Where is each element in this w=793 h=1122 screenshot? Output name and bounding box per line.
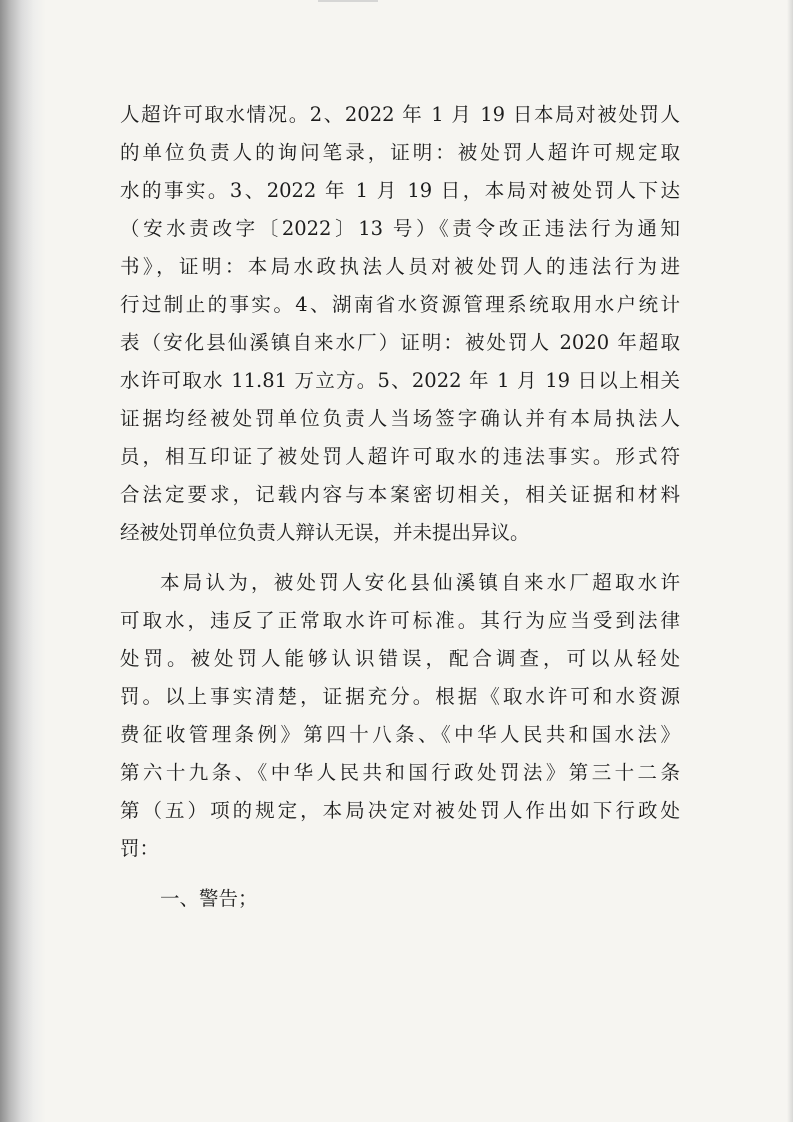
scan-artifact-mark	[318, 0, 378, 6]
text-line: 书》，证明：本局水政执法人员对被处罚人的违法行为进	[120, 255, 680, 278]
paragraph-evidence	[120, 96, 680, 552]
text-line: 罚。以上事实清楚，证据充分。根据《取水许可和水资源	[120, 685, 680, 708]
paragraph-finding	[120, 564, 680, 868]
text-line: 水许可取水 11.81 万立方。5、2022 年 1 月 19 日以上相关	[120, 369, 680, 392]
text-line: 合法定要求，记载内容与本案密切相关，相关证据和材料	[120, 483, 680, 506]
text-line: 员，相互印证了被处罚人超许可取水的违法事实。形式符	[120, 445, 680, 468]
text-line: 罚：	[120, 837, 160, 860]
text-line: 人超许可取水情况。2、2022 年 1 月 19 日本局对被处罚人	[120, 103, 680, 126]
text-line: 证据均经被处罚单位负责人当场签字确认并有本局执法人	[120, 407, 680, 430]
text-line: 经被处罚单位负责人辩认无误，并未提出异议。	[120, 521, 530, 544]
text-line: 本局认为，被处罚人安化县仙溪镇自来水厂超取水许	[160, 571, 680, 594]
text-line: 可取水，违反了正常取水许可标准。其行为应当受到法律	[120, 609, 680, 632]
text-line: （安水责改字〔2022〕13 号）《责令改正违法行为通知	[120, 217, 680, 240]
text-line: 一、警告；	[160, 887, 258, 910]
text-line: 处罚。被处罚人能够认识错误，配合调查，可以从轻处	[120, 647, 680, 670]
document-page	[120, 96, 680, 918]
text-line: 的单位负责人的询问笔录，证明：被处罚人超许可规定取	[120, 141, 680, 164]
text-line: 表（安化县仙溪镇自来水厂）证明：被处罚人 2020 年超取	[120, 331, 680, 354]
text-line: 第（五）项的规定，本局决定对被处罚人作出如下行政处	[120, 799, 680, 822]
text-line: 第六十九条、《中华人民共和国行政处罚法》第三十二条	[120, 761, 680, 784]
scan-edge-shadow	[787, 0, 793, 1122]
text-line: 行过制止的事实。4、湖南省水资源管理系统取用水户统计	[120, 293, 680, 316]
paragraph-penalty-item	[120, 880, 680, 918]
scan-binding-shadow	[0, 0, 46, 1122]
text-line: 水的事实。3、2022 年 1 月 19 日，本局对被处罚人下达	[120, 179, 680, 202]
text-line: 费征收管理条例》第四十八条、《中华人民共和国水法》	[120, 723, 680, 746]
